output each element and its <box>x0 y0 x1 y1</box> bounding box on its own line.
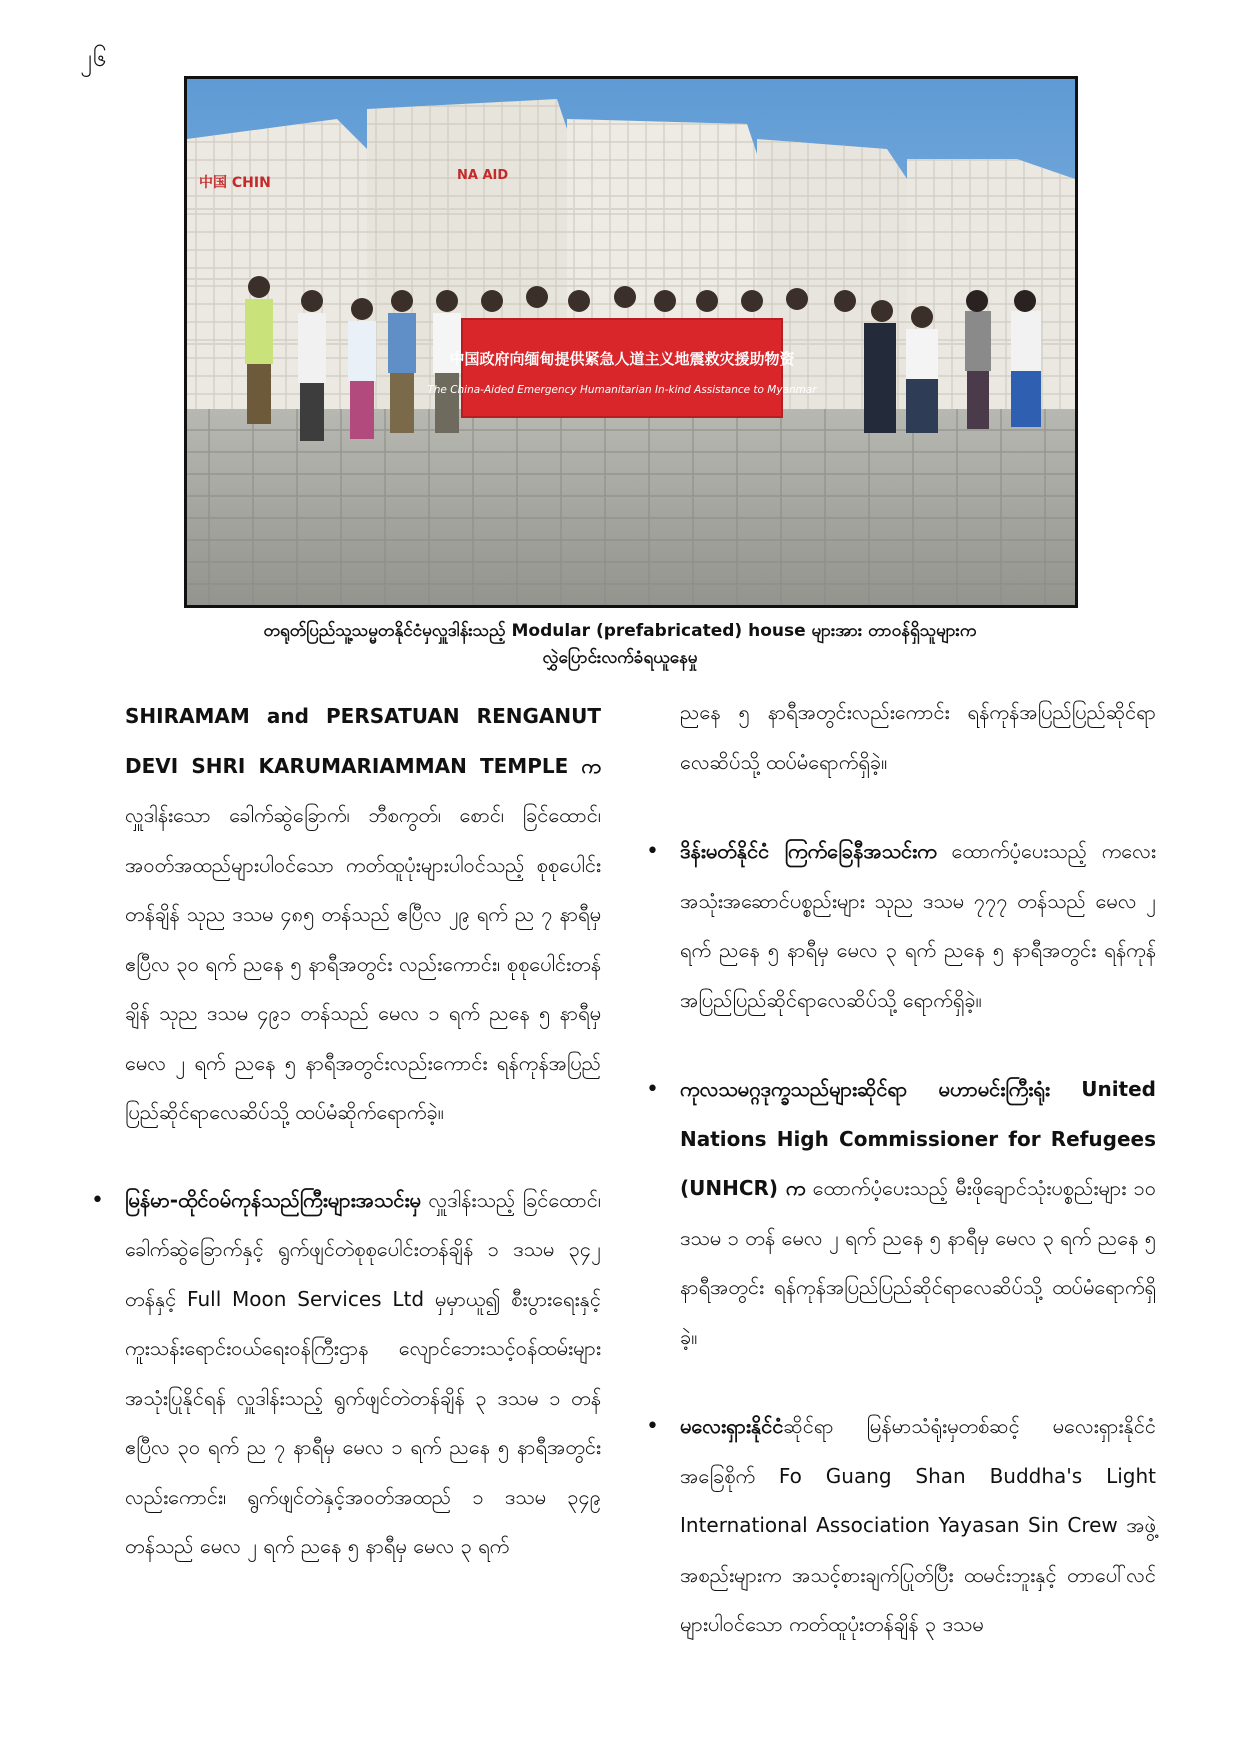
donor-name-taiwan-association: မြန်မာ-ထိုင်ဝမ်ကုန်သည်ကြီးများအသင်းမှ <box>125 1187 421 1212</box>
paragraph-text: ထောက်ပံ့ပေးသည့် မီးဖိုချောင်သုံးပစ္စည်းများ ၁၀ ဒသမ ၁ တန် မေလ ၂ ရက် ညနေ ၅ နာရီမှ မေလ ၃ ရက် ညနေ ၅ နာရီအတွင်း ရန်ကုန်အပြည်ပြည်ဆိုင်ရာလေဆိပ်သို့ ထပ်မံရောက်ရှိခဲ့။ <box>680 1176 1156 1349</box>
caption-line-1: တရုတ်ပြည်သူ့သမ္မတနိုင်ငံမှလှူဒါန်းသည့် Modular (prefabricated) house များအား တာဝန်ရှိသူများက <box>263 621 977 641</box>
bullet-item-malaysia <box>680 1402 1156 1650</box>
paragraph-text: လှူဒါန်းသော ခေါက်ဆွဲခြောက်၊ ဘီစကွတ်၊ စောင်၊ ခြင်ထောင်၊ အဝတ်အထည်များပါဝင်သော ကတ်ထူပုံးများပါဝင်သည့် စုစုပေါင်းတန်ချိန် သုည ဒသမ ၄၈၅ တန်သည် ဧပြီလ ၂၉ ရက် ည ၇ နာရီမှ ဧပြီလ ၃၀ ရက် ညနေ ၅ နာရီအတွင်း လည်းကောင်း၊ စုစုပေါင်းတန်ချိန် သုည ဒသမ ၄၉၁ တန်သည် မေလ ၁ ရက် ညနေ ၅ နာရီမှ မေလ ၂ ရက် ညနေ ၅ နာရီအတွင်းလည်းကောင်း ရန်ကုန်အပြည်ပြည်ဆိုင်ရာလေဆိပ်သို့ ထပ်မံဆိုက်ရောက်ခဲ့။ <box>125 803 601 1124</box>
crate-mark-left: 中国 CHIN <box>199 175 271 191</box>
paragraph-text: ထောက်ပံ့ပေးသည့် ကလေးအသုံးအဆောင်ပစ္စည်းများ သုည ဒသမ ၇၇၇ တန်သည် မေလ ၂ ရက် ညနေ ၅ နာရီမှ မေလ ၃ ရက် ညနေ ၅ နာရီအတွင်း ရန်ကုန်အပြည်ပြည်ဆိုင်ရာလေဆိပ်သို့ ရောက်ရှိခဲ့။ <box>680 839 1156 1012</box>
crate-mark-mid: NA AID <box>457 168 509 183</box>
photo-caption <box>150 618 1090 672</box>
page-number: ၂၆ <box>80 44 108 72</box>
paragraph-text: လှူဒါန်းသည့် ခြင်ထောင်၊ ခေါက်ဆွဲခြောက်နှင့် ရွက်ဖျင်တဲစုစုပေါင်းတန်ချိန် ၁ ဒသမ ၃၄၂ တန်နှင့် Full Moon Services Ltd မှမှာယူ၍ စီးပွားရေးနှင့်ကူးသန်းရောင်းဝယ်ရေးဝန်ကြီးဌာန လျောင်ဘေးသင့်ဝန်ထမ်းများအသုံးပြုနိုင်ရန် လှူဒါန်းသည့် ရွက်ဖျင်တဲတန်ချိန် ၃ ဒသမ ၁ တန် ဧပြီလ ၃၀ ရက် ည ၇ နာရီမှ မေလ ၁ ရက် ညနေ ၅ နာရီအတွင်းလည်းကောင်း၊ ရွက်ဖျင်တဲနှင့်အဝတ်အထည် ၁ ဒသမ ၃၄၉ တန်သည် မေလ ၂ ရက် ညနေ ၅ နာရီမှ မေလ ၃ ရက် <box>125 1187 601 1558</box>
paragraph-continuation: ညနေ ၅ နာရီအတွင်းလည်းကောင်း ရန်ကုန်အပြည်ပြည်ဆိုင်ရာလေဆိပ်သို့ ထပ်မံရောက်ရှိခဲ့။ <box>680 700 1156 774</box>
donor-name-temple: SHIRAMAM and PERSATUAN RENGANUT DEVI SHRI KARUMARIAMMAN TEMPLE က <box>125 704 601 778</box>
caption-line-2: လွှဲပြောင်းလက်ခံရယူနေမှု <box>542 648 698 668</box>
bullet-item-unhcr <box>680 1065 1156 1362</box>
donor-name-malaysia: မလေးရှားနိုင်ငံ <box>680 1414 784 1438</box>
red-banner <box>462 319 782 417</box>
handover-photo <box>184 76 1078 608</box>
bullet-item-myanmar-taiwan <box>125 1176 601 1572</box>
bullet-item-danish-red-cross <box>680 827 1156 1025</box>
photo-illustration <box>187 79 1075 605</box>
paragraph-temple-donation <box>125 692 601 1138</box>
paragraph-text: ဆိုင်ရာ မြန်မာသံရုံးမှတစ်ဆင့် မလေးရှားနိုင်ငံအခြေစိုက် Fo Guang Shan Buddha's Light International Association Yayasan Sin Crew အဖွဲ့အစည်းများက အသင့်စားချက်ပြုတ်ပြီး ထမင်းဘူးနှင့် တာပေါ်လင်များပါဝင်သော ကတ်ထူပုံးတန်ချိန် ၃ ဒသမ <box>680 1414 1156 1636</box>
donor-name-danish-red-cross: ဒိန်းမတ်နိုင်ငံ ကြက်ခြေနီအသင်းက <box>680 839 937 863</box>
donor-name-unhcr: ကုလသမဂ္ဂဒုက္ခသည်များဆိုင်ရာ မဟာမင်းကြီးရုံး United Nations High Commissioner for Refugees (UNHCR) က <box>680 1077 1156 1200</box>
right-column <box>680 688 1156 1650</box>
left-column <box>125 692 601 1572</box>
banner-chinese-text: 中国政府向缅甸提供紧急人道主义地震救灾援助物资 <box>449 350 795 368</box>
banner-english-text: The China-Aided Emergency Humanitarian In-kind Assistance to Myanmar <box>427 384 817 396</box>
